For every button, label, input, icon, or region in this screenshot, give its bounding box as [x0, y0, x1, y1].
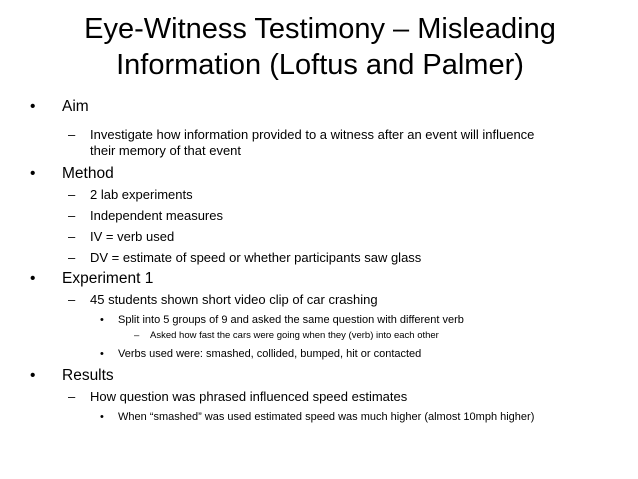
dash-marker: – [68, 208, 76, 223]
bullet-marker: • [100, 348, 104, 360]
aim-item-line-2: their memory of that event [90, 143, 242, 158]
dash-marker: – [68, 292, 76, 307]
aim-item-line-1: Investigate how information provided to a witness after an event will influence [90, 127, 535, 142]
dash-marker: – [68, 389, 76, 404]
bullet-marker: • [30, 367, 36, 384]
experiment-item: 45 students shown short video clip of car crashing [90, 292, 378, 307]
results-subitem: When “smashed” was used estimated speed was much higher (almost 10mph higher) [118, 411, 535, 423]
dash-marker: – [68, 250, 76, 265]
method-item: DV = estimate of speed or whether participants saw glass [90, 250, 422, 265]
dash-marker: – [68, 187, 76, 202]
bullet-marker: • [100, 411, 104, 423]
bullet-marker: • [30, 165, 36, 182]
method-item: Independent measures [90, 208, 223, 223]
results-item: How question was phrased influenced speed estimates [90, 389, 408, 404]
method-heading: Method [62, 165, 114, 182]
aim-heading: Aim [62, 98, 89, 115]
slide-title-line-2: Information (Loftus and Palmer) [116, 49, 524, 81]
method-item: 2 lab experiments [90, 187, 193, 202]
experiment-subitem-verbs: Verbs used were: smashed, collided, bumped, hit or contacted [118, 348, 422, 360]
bullet-marker: • [100, 314, 104, 326]
experiment-subitem-groups: Split into 5 groups of 9 and asked the same question with different verb [118, 314, 464, 326]
bullet-marker: • [30, 270, 36, 287]
dash-marker: – [68, 127, 76, 142]
method-item: IV = verb used [90, 229, 175, 244]
slide-title-line-1: Eye-Witness Testimony – Misleading [84, 13, 556, 45]
experiment-heading: Experiment 1 [62, 270, 154, 287]
experiment-subsubitem: Asked how fast the cars were going when they (verb) into each other [150, 330, 439, 341]
dash-marker: – [134, 330, 140, 341]
dash-marker: – [68, 229, 76, 244]
results-heading: Results [62, 367, 114, 384]
bullet-marker: • [30, 98, 36, 115]
